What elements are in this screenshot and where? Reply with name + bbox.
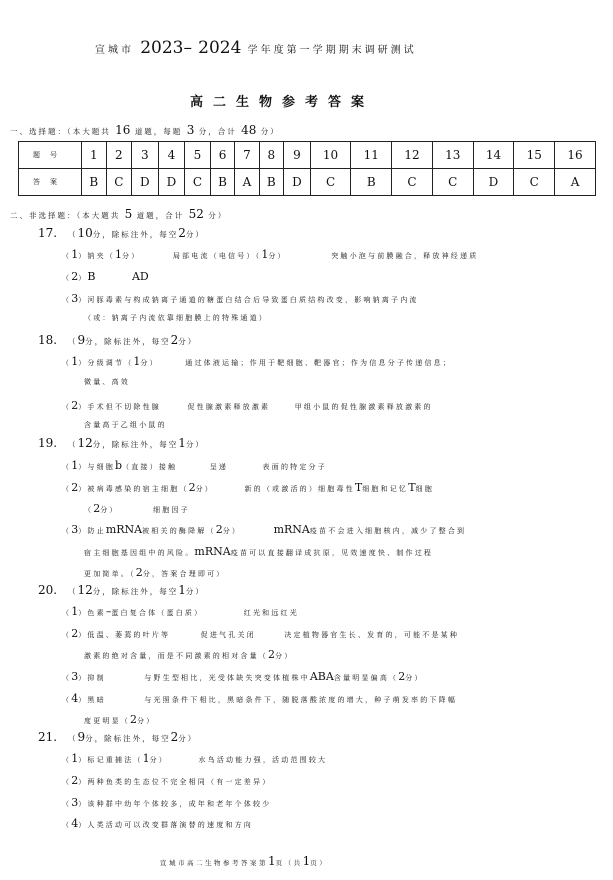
question-18-number: 18. — [38, 333, 58, 347]
q17-answer-1: （1）钠夹（1分） 局部电流（电信号）（1分） 突触小泡与前膜融合，释放神经递质 — [62, 248, 479, 261]
question-number: 14 — [473, 142, 514, 169]
question-number: 2 — [106, 142, 131, 169]
row-label: 答案 — [19, 169, 82, 196]
q19-answer-2: （2）被病毒感染的宿主细胞（2分） 新的（或激活的）细胞毒性T细胞和记忆T细胞 — [62, 481, 434, 494]
q20-answer-2: （2）低温、萎蔫的叶片等 促进气孔关闭 决定植物器官生长、发育的，可能不是某种 — [62, 627, 460, 640]
question-number: 15 — [514, 142, 555, 169]
q19-answer-3: （3）防止mRNA被相关的酶降解（2分） mRNA疫苗不会进入细胞核内，减少了整合到 — [62, 523, 467, 536]
question-number: 4 — [158, 142, 185, 169]
question-number-row — [19, 142, 596, 169]
answer-cell: D — [132, 169, 159, 196]
q19-answer-3-cont: 宿主细胞基因组中的风险。mRNA疫苗可以直接翻译成抗原，见效速度快、制作过程 — [84, 545, 434, 558]
question-number: 10 — [310, 142, 351, 169]
q20-answer-2-cont: 激素的绝对含量，而是不同激素的相对含量（2分） — [84, 648, 294, 661]
question-number: 3 — [132, 142, 159, 169]
question-21-scoring-note: （9分，除标注外，每空2分） — [68, 730, 198, 744]
question-20-number: 20. — [38, 583, 58, 597]
answer-table — [18, 141, 596, 196]
answer-cell: C — [106, 169, 131, 196]
row-label: 题号 — [19, 142, 82, 169]
q19-answer-3-cont2: 更加简单。（2分，答案合理即可） — [84, 566, 226, 579]
question-number: 13 — [432, 142, 473, 169]
answer-cell: C — [392, 169, 433, 196]
question-number: 12 — [392, 142, 433, 169]
answer-row — [19, 169, 596, 196]
section-2-heading: 二、非选择题：（本大题共 5 道题，合计 52 分） — [10, 207, 228, 221]
q19-answer-2-cont: （2分） 细胞因子 — [84, 502, 190, 515]
q18-answer-1: （1）分级调节（1分） 通过体液运输；作用于靶细胞、靶器官；作为信息分子传递信息； — [62, 355, 453, 368]
answer-cell: C — [514, 169, 555, 196]
question-18-scoring-note: （9分，除标注外，每空2分） — [68, 333, 198, 347]
answer-cell: B — [351, 169, 392, 196]
q19-answer-1: （1）与细胞b（直接）接触 呈递 表面的特定分子 — [62, 459, 327, 472]
question-20-scoring-note: （12分，除标注外，每空1分） — [68, 583, 205, 597]
question-number: 6 — [210, 142, 235, 169]
answer-cell: B — [259, 169, 284, 196]
q18-answer-2: （2）手术但不切除性腺 促性腺激素释放激素 甲组小鼠的促性腺激素释放激素的 — [62, 399, 433, 412]
question-number: 16 — [555, 142, 596, 169]
answer-cell: C — [432, 169, 473, 196]
q17-answer-2: （2）B AD — [62, 270, 149, 283]
q18-answer-1-cont: 微量、高效 — [84, 378, 130, 386]
q21-answer-1: （1）标记重捕法（1分） 水鸟活动能力强，活动范围较大 — [62, 752, 328, 765]
q20-answer-4: （4）黑暗 与光照条件下相比，黑暗条件下，随脱落酸浓度的增大，种子萌发率的下降幅 — [62, 692, 458, 705]
section-1-heading: 一、选择题：（本大题共 16 道题，每题 3 分，合计 48 分） — [10, 123, 280, 137]
answer-cell: C — [310, 169, 351, 196]
question-17-number: 17. — [38, 226, 58, 240]
answer-cell: C — [185, 169, 210, 196]
answer-cell: D — [473, 169, 514, 196]
q21-answer-4: （4）人类活动可以改变群落演替的速度和方向 — [62, 817, 254, 830]
q18-answer-2-cont: 含量高于乙组小鼠的 — [84, 421, 167, 429]
question-number: 7 — [235, 142, 259, 169]
answer-cell: D — [284, 169, 311, 196]
question-number: 8 — [259, 142, 284, 169]
question-number: 1 — [82, 142, 107, 169]
question-19-scoring-note: （12分，除标注外，每空1分） — [68, 436, 205, 450]
q20-answer-3: （3）抑制 与野生型相比，光受体缺失突变体植株中ABA含量明显偏高（2分） — [62, 670, 424, 683]
page-footer: 宣城市高二生物参考答案第1页（共1页） — [160, 854, 329, 868]
question-number: 9 — [284, 142, 311, 169]
question-number: 5 — [185, 142, 210, 169]
q20-answer-1: （1）色素–蛋白复合体（蛋白质） 红光和远红光 — [62, 605, 299, 618]
q21-answer-2: （2）两种鱼类的生态位不完全相同（有一定差异） — [62, 774, 272, 787]
question-number: 11 — [351, 142, 392, 169]
question-21-number: 21. — [38, 730, 58, 744]
q17-answer-3: （3）河豚毒素与构成钠离子通道的糖蛋白结合后导致蛋白质结构改变，影响钠离子内流 — [62, 292, 419, 305]
q20-answer-4-cont: 度更明显（2分） — [84, 713, 156, 726]
page-title: 高二生物参考答案 — [190, 95, 375, 110]
answer-cell: A — [235, 169, 259, 196]
question-17-scoring-note: （10分，除标注外，每空2分） — [68, 226, 205, 240]
answer-cell: B — [210, 169, 235, 196]
exam-header: 宣城市 2023– 2024 学年度第一学期期末调研测试 — [95, 38, 417, 58]
answer-cell: B — [82, 169, 107, 196]
answer-cell: D — [158, 169, 185, 196]
question-19-number: 19. — [38, 436, 58, 450]
answer-cell: A — [555, 169, 596, 196]
q21-answer-3: （3）该种群中幼年个体较多，成年和老年个体较少 — [62, 796, 272, 809]
q17-answer-3-alt: （或：钠离子内流依靠细胞膜上的特殊通道） — [84, 314, 268, 322]
